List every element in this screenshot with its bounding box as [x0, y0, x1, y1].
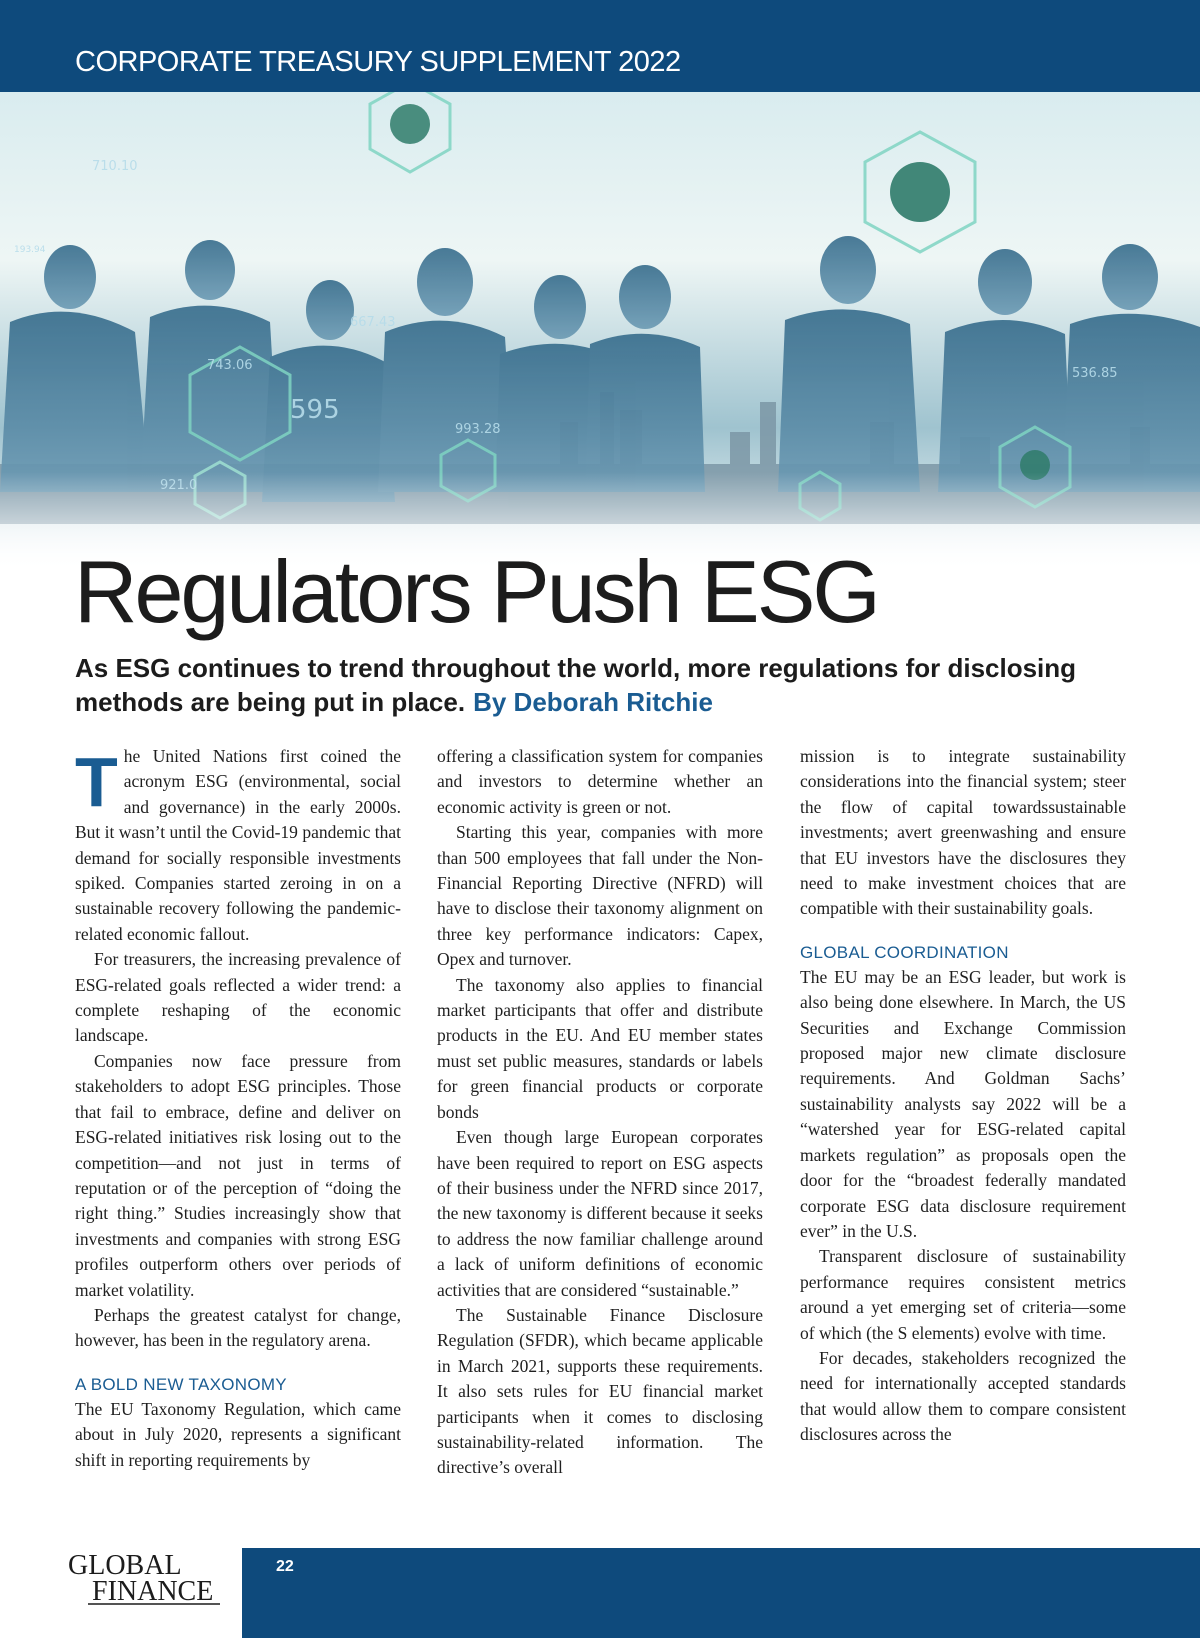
paragraph: For decades, stakeholders recognized the need for internationally accepted standards that would allow them to compare consistent disclosures across the [800, 1347, 1126, 1445]
drop-cap: T [75, 743, 118, 821]
footer-band [242, 1548, 1200, 1638]
paragraph: The United Nations first coined the acronym ESG (environmental, social and governance) in the early 2000s. But it wasn’t until the Covid-19 pandemic that demand for socially responsible investments spiked. Companies started zeroing in on a sustainable recovery following the pandemic-related economic fallout. [75, 743, 401, 944]
svg-text:710.10: 710.10 [92, 159, 138, 174]
paragraph: Transparent disclosure of sustainability performance requires consistent metrics around a yet emerging set of criteria—some of which (the S elements) evolve with time. [800, 1246, 1126, 1343]
paragraph: offering a classification system for companies and investors to determine whether an economic activity is green or not. [437, 746, 763, 817]
paragraph: mission is to integrate sustainability considerations into the financial system; steer the flow of capital towardssustainable investments; avert greenwashing and ensure that EU investors have the disclosures they need to make investment choices that are compatible with their sustainability goals. [800, 746, 1126, 919]
paragraph: The taxonomy also applies to financial market participants that offer and distribute products in the EU. And EU member states must set public measures, standards or labels for green financial products or corporate bonds [437, 974, 763, 1122]
section-heading: A BOLD NEW TAXONOMY [75, 1374, 287, 1394]
article-column-3 [800, 744, 1126, 1448]
article-title: Regulators Push ESG [74, 542, 878, 641]
svg-text:743.06: 743.06 [207, 358, 253, 373]
page-number: 22 [276, 1558, 294, 1575]
paragraph: The EU Taxonomy Regulation, which came about in July 2020, represents a significant shift in reporting requirements by [75, 1398, 401, 1470]
paragraph: Companies now face pressure from stakeholders to adopt ESG principles. Those that fail to embrace, define and deliver on ESG-related initiatives risk losing out to the competition—and not just in terms of reputation or of the perception of “doing the right thing.” Studies increasingly show that investments and companies with strong ESG profiles outperform others over periods of market volatility. [75, 1050, 401, 1300]
deck-text: As ESG continues to trend throughout the world, more regulations for disclosing methods are being put in place. [75, 653, 1077, 717]
paragraph: The Sustainable Finance Disclosure Regulation (SFDR), which became applicable in March 2021, supports these requirements. It also sets rules for EU financial market participants when it comes to disclosing sustainability-related information. The directive’s overall [437, 1304, 763, 1478]
paragraph: Starting this year, companies with more than 500 employees that fall under the Non-Financial Reporting Directive (NFRD) will have to disclose their taxonomy alignment on three key performance indicators: Capex, Opex and turnover. [437, 822, 763, 970]
supplement-title: CORPORATE TREASURY SUPPLEMENT 2022 [75, 46, 681, 78]
article-column-1 [75, 744, 401, 1473]
paragraph: The EU may be an ESG leader, but work is also being done elsewhere. In March, the US Securities and Exchange Commission proposed major new climate disclosure requirements. And Goldman Sachs’ sustainability analysts say 2022 will be a “watershed year for ESG-related capital markets regulation” as proposals open the door for the “broadest federally mandated corporate ESG data disclosure requirement ever” in the U.S. [800, 966, 1126, 1241]
paragraph: Even though large European corporates have been required to report on ESG aspects of their business under the NFRD since 2017, the new taxonomy is different because it seeks to address the now familiar challenge around a lack of uniform definitions of economic activities that are considered “sustainable.” [437, 1127, 763, 1300]
hero-image [0, 92, 1200, 572]
paragraph: For treasurers, the increasing prevalence of ESG-related goals reflected a wider trend: a complete reshaping of the economic landscape. [75, 949, 401, 1046]
svg-text:193.94: 193.94 [14, 245, 46, 255]
paragraph: Perhaps the greatest catalyst for change, however, has been in the regulatory arena. [75, 1304, 401, 1351]
article-column-2 [437, 744, 763, 1481]
svg-text:GLOBAL: GLOBAL [68, 1550, 182, 1581]
svg-text:595: 595 [290, 395, 340, 425]
global-finance-logo [68, 1548, 228, 1610]
section-heading: GLOBAL COORDINATION [800, 942, 1009, 962]
svg-text:993.28: 993.28 [455, 422, 501, 437]
byline: By Deborah Ritchie [473, 687, 713, 717]
svg-text:667.43: 667.43 [350, 315, 396, 330]
svg-text:536.85: 536.85 [1072, 366, 1118, 381]
article-deck [75, 651, 1135, 719]
svg-text:FINANCE: FINANCE [92, 1576, 214, 1607]
